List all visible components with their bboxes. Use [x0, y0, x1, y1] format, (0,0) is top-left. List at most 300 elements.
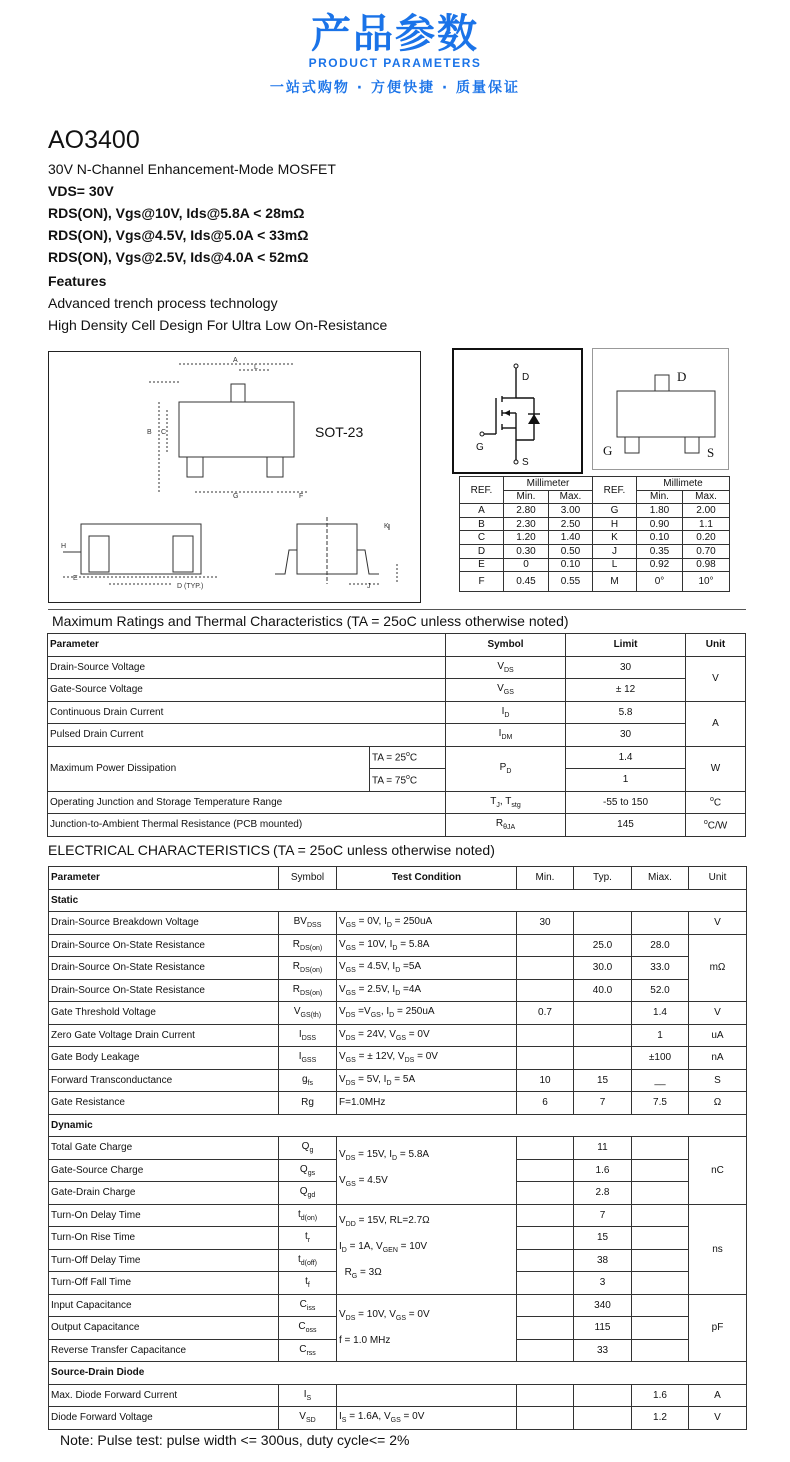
- table-cell: Static: [49, 889, 747, 912]
- cell-text: DS(on): [300, 989, 323, 997]
- dim-unit-header-2: Millimete: [637, 477, 730, 491]
- table-cell: [279, 1069, 337, 1092]
- cell-text: = 0V: [414, 1051, 438, 1063]
- table-row: [49, 957, 747, 980]
- table-cell: [574, 1024, 632, 1047]
- table-cell: 2.8: [574, 1182, 632, 1205]
- table-cell: [517, 1137, 574, 1160]
- section-row: [49, 1362, 747, 1385]
- cell-text: = 3Ω: [357, 1267, 382, 1278]
- section-row: [49, 1114, 747, 1137]
- cell-text: fs: [307, 1079, 313, 1087]
- cell-text: D: [386, 922, 392, 930]
- cell-text: GS: [345, 922, 356, 930]
- cell-text: = 5.8A: [397, 938, 430, 950]
- cell-text: = 10V: [397, 1241, 428, 1252]
- table-cell: [517, 1227, 574, 1250]
- cell-text: o: [709, 796, 714, 804]
- table-cell: [446, 814, 566, 837]
- table-cell: [337, 1137, 517, 1205]
- cell-text: = 15V, RL=2.7Ω: [355, 1215, 430, 1226]
- cell-text: GS: [345, 944, 356, 952]
- cell-text: V: [339, 983, 346, 995]
- table-cell: 1.4: [632, 1002, 689, 1025]
- table-row: [49, 1002, 747, 1025]
- cell-text: V: [339, 1149, 346, 1161]
- cell-text: rss: [306, 1349, 316, 1357]
- table-cell: [446, 679, 566, 702]
- slogan: 一站式购物 · 方便快捷 · 质量保证: [269, 80, 521, 96]
- table-cell: Turn-Off Fall Time: [49, 1272, 279, 1295]
- pin-g-label: G: [476, 442, 484, 453]
- table-cell: [517, 979, 574, 1002]
- cell-text: TA = 75: [372, 774, 407, 786]
- table-cell: 0.92: [637, 558, 683, 572]
- table-cell: [574, 1407, 632, 1430]
- cell-text: GSS: [301, 1057, 317, 1065]
- table-cell: [446, 746, 566, 791]
- table-cell: [279, 1227, 337, 1250]
- table-cell: [574, 1002, 632, 1025]
- table-cell: [517, 1024, 574, 1047]
- table-cell: nC: [689, 1137, 747, 1205]
- table-cell: W: [686, 746, 746, 791]
- cell-text: R: [292, 938, 301, 950]
- table-cell: [279, 957, 337, 980]
- cell-text: GS: [345, 1057, 356, 1065]
- cell-text: V: [497, 683, 504, 695]
- table-cell: 0.90: [637, 517, 683, 531]
- table-row: [49, 1294, 747, 1317]
- cell-text: t: [304, 1231, 308, 1243]
- cell-text: = 5A: [391, 1073, 416, 1085]
- table-cell: [337, 1024, 517, 1047]
- table-cell: A: [689, 1384, 747, 1407]
- table-cell: 3.00: [549, 504, 593, 518]
- feature-2: High Density Cell Design For Ultra Low On-Resistance: [48, 317, 388, 333]
- table-cell: 2.80: [504, 504, 549, 518]
- table-cell: Min.: [517, 867, 574, 890]
- cell-text: DS: [345, 1079, 356, 1087]
- table-cell: [337, 957, 517, 980]
- rds-spec-3: RDS(ON), Vgs@2.5V, Ids@4.0A < 52mΩ: [48, 249, 309, 265]
- table-cell: 30: [517, 912, 574, 935]
- table-cell: [517, 1294, 574, 1317]
- table-cell: 1: [632, 1024, 689, 1047]
- dim-l-label: L: [254, 364, 258, 371]
- cell-text: R: [292, 983, 301, 995]
- cell-text: = 15V, I: [355, 1149, 393, 1161]
- table-cell: [574, 912, 632, 935]
- table-cell: [517, 1317, 574, 1340]
- cell-text: d(off): [300, 1259, 317, 1267]
- cell-text: stg: [511, 801, 521, 809]
- table-cell: [632, 1294, 689, 1317]
- table-cell: Turn-Off Delay Time: [49, 1249, 279, 1272]
- features-title: Features: [48, 273, 107, 289]
- dim-min-header-2: Min.: [637, 490, 683, 504]
- table-row: [48, 791, 746, 814]
- table-cell: [279, 1339, 337, 1362]
- table-cell: Reverse Transfer Capacitance: [49, 1339, 279, 1362]
- table-cell: 0.45: [504, 572, 549, 592]
- table-row: [49, 912, 747, 935]
- cell-text: =5A: [400, 961, 422, 973]
- table-row: [49, 1047, 747, 1070]
- divider: [48, 609, 746, 610]
- table-cell: H: [593, 517, 637, 531]
- table-cell: 0.35: [637, 544, 683, 558]
- table-cell: [517, 1272, 574, 1295]
- table-row: [460, 572, 730, 592]
- cell-text: P: [499, 762, 507, 773]
- cell-text: DM: [501, 734, 513, 742]
- cell-text: C: [299, 1343, 307, 1355]
- table-cell: 15: [574, 1227, 632, 1250]
- dim-unit-header-1: Millimeter: [504, 477, 593, 491]
- cell-text: D: [504, 711, 510, 719]
- cell-text: gd: [307, 1192, 316, 1200]
- table-cell: 40.0: [574, 979, 632, 1002]
- table-cell: S: [689, 1069, 747, 1092]
- table-cell: -55 to 150: [566, 791, 686, 814]
- cell-text: oss: [305, 1327, 317, 1335]
- table-cell: Gate-Source Charge: [49, 1159, 279, 1182]
- table-cell: A: [460, 504, 504, 518]
- cell-text: = 2.5V, I: [355, 983, 396, 995]
- table-cell: Turn-On Rise Time: [49, 1227, 279, 1250]
- table-row: [49, 1069, 747, 1092]
- table-cell: [279, 1182, 337, 1205]
- cell-text: = 250uA: [391, 916, 433, 928]
- cell-text: GS: [395, 1314, 407, 1322]
- cell-text: BV: [293, 916, 307, 928]
- table-cell: [632, 1249, 689, 1272]
- table-cell: 0.50: [549, 544, 593, 558]
- cell-text: GS: [345, 967, 356, 975]
- table-cell: 28.0: [632, 934, 689, 957]
- cell-text: GS: [503, 689, 514, 697]
- cell-text: D: [392, 1155, 398, 1163]
- table-cell: nA: [689, 1047, 747, 1070]
- table-cell: [279, 912, 337, 935]
- table-cell: [337, 1204, 517, 1294]
- dim-ref-header-2: REF.: [593, 477, 637, 504]
- table-cell: Zero Gate Voltage Drain Current: [49, 1024, 279, 1047]
- cell-text: DS: [503, 666, 514, 674]
- table-cell: [632, 1159, 689, 1182]
- cell-text: C: [299, 1298, 307, 1310]
- sot23-outline-icon: [49, 352, 420, 602]
- cell-text: o: [703, 818, 708, 826]
- table-cell: Junction-to-Ambient Thermal Resistance (PCB mounted): [48, 814, 446, 837]
- cell-text: = 10V, I: [355, 938, 393, 950]
- table-cell: 1.2: [632, 1407, 689, 1430]
- cell-text: DS: [345, 1314, 356, 1322]
- cell-text: V: [339, 1051, 346, 1063]
- table-row: [460, 544, 730, 558]
- cell-text: TA = 25: [372, 752, 407, 764]
- table-cell: [446, 724, 566, 747]
- cell-text: D: [395, 989, 401, 997]
- table-cell: Input Capacitance: [49, 1294, 279, 1317]
- dim-f-label: F: [299, 493, 304, 500]
- dim-min-header: Min.: [504, 490, 549, 504]
- table-cell: 2.00: [683, 504, 730, 518]
- max-ratings-title: Maximum Ratings and Thermal Characteristics (TA = 25oC unless otherwise noted): [52, 613, 569, 629]
- pinout-diagram: [592, 348, 729, 470]
- table-cell: [337, 1384, 517, 1407]
- table-cell: 0.70: [683, 544, 730, 558]
- table-cell: Turn-On Delay Time: [49, 1204, 279, 1227]
- table-cell: 1.20: [504, 531, 549, 545]
- n-channel-mosfet-icon: [454, 350, 581, 472]
- table-row: [48, 724, 746, 747]
- table-cell: 0.20: [683, 531, 730, 545]
- cell-text: DS(on): [300, 944, 323, 952]
- table-cell: Gate Body Leakage: [49, 1047, 279, 1070]
- package-name: SOT-23: [315, 424, 364, 440]
- table-cell: ns: [689, 1204, 747, 1294]
- cell-text: t: [298, 1253, 301, 1265]
- table-cell: Parameter: [48, 634, 446, 657]
- cell-text: DS: [345, 1155, 356, 1163]
- cell-text: Q: [301, 1141, 310, 1153]
- table-cell: [517, 1249, 574, 1272]
- table-cell: [279, 934, 337, 957]
- table-row: [49, 934, 747, 957]
- dimension-table: [459, 476, 730, 592]
- cell-text: I: [298, 1028, 302, 1040]
- table-cell: [446, 656, 566, 679]
- cell-text: t: [305, 1276, 308, 1288]
- table-cell: 6: [517, 1092, 574, 1115]
- table-cell: M: [593, 572, 637, 592]
- table-cell: [279, 1024, 337, 1047]
- table-cell: [279, 1047, 337, 1070]
- table-row: [49, 1137, 747, 1160]
- table-cell: Ω: [689, 1092, 747, 1115]
- table-cell: 3: [574, 1272, 632, 1295]
- table-cell: [574, 1047, 632, 1070]
- table-cell: uA: [689, 1024, 747, 1047]
- table-cell: __: [632, 1069, 689, 1092]
- table-cell: [337, 1002, 517, 1025]
- table-cell: 30.0: [574, 957, 632, 980]
- table-cell: 7: [574, 1092, 632, 1115]
- table-cell: 0.7: [517, 1002, 574, 1025]
- cell-text: =V: [355, 1006, 371, 1018]
- cell-text: = ± 12V, V: [355, 1051, 405, 1063]
- cell-text: = 10V, V: [355, 1308, 396, 1320]
- table-cell: 2.50: [549, 517, 593, 531]
- cell-text: V: [339, 1308, 346, 1320]
- cell-text: V: [339, 938, 346, 950]
- table-cell: 30: [566, 724, 686, 747]
- table-cell: Source-Drain Diode: [49, 1362, 747, 1385]
- table-row: [49, 1024, 747, 1047]
- table-cell: pF: [689, 1294, 747, 1362]
- table-cell: 10: [517, 1069, 574, 1092]
- table-cell: Gate Resistance: [49, 1092, 279, 1115]
- table-cell: [517, 1339, 574, 1362]
- feature-1: Advanced trench process technology: [48, 295, 278, 311]
- table-cell: ±100: [632, 1047, 689, 1070]
- table-cell: [632, 1272, 689, 1295]
- table-cell: 1.6: [632, 1384, 689, 1407]
- cell-text: V: [293, 1006, 301, 1018]
- table-cell: Continuous Drain Current: [48, 701, 446, 724]
- rds-spec-2: RDS(ON), Vgs@4.5V, Ids@5.0A < 33mΩ: [48, 227, 309, 243]
- cell-text: DD: [345, 1221, 356, 1228]
- table-cell: D: [460, 544, 504, 558]
- cell-text: o: [406, 751, 410, 759]
- cell-text: = 5V, I: [355, 1073, 387, 1085]
- max-ratings-table: [47, 633, 746, 837]
- cell-text: R: [495, 818, 504, 830]
- table-cell: Gate-Source Voltage: [48, 679, 446, 702]
- table-cell: 0: [504, 558, 549, 572]
- dim-b-label: B: [147, 429, 152, 436]
- table-cell: [517, 1384, 574, 1407]
- table-cell: [279, 979, 337, 1002]
- cell-text: =4A: [400, 983, 422, 995]
- pin-s-label: S: [522, 457, 529, 468]
- cell-text: V: [497, 660, 504, 672]
- table-cell: 145: [566, 814, 686, 837]
- table-cell: Typ.: [574, 867, 632, 890]
- table-cell: V: [689, 1407, 747, 1430]
- table-cell: Symbol: [279, 867, 337, 890]
- table-cell: [279, 1294, 337, 1317]
- cell-text: = 0V: [400, 1411, 425, 1423]
- cell-text: Q: [299, 1186, 308, 1198]
- table-cell: Output Capacitance: [49, 1317, 279, 1340]
- pulse-test-note: Note: Pulse test: pulse width <= 300us, duty cycle<= 2%: [60, 1432, 410, 1448]
- cell-text: DSS: [306, 922, 322, 930]
- table-cell: 33.0: [632, 957, 689, 980]
- cell-text: GS: [390, 1417, 401, 1425]
- table-cell: 115: [574, 1317, 632, 1340]
- table-cell: 1.80: [637, 504, 683, 518]
- table-cell: [632, 1339, 689, 1362]
- cell-text: = 0V: [406, 1308, 430, 1320]
- cell-text: T: [490, 795, 497, 807]
- cell-text: GS: [395, 1034, 407, 1042]
- cell-text: = 4.5V: [355, 1175, 388, 1187]
- table-row: [460, 558, 730, 572]
- table-row: [48, 814, 746, 837]
- cell-text: I: [298, 1051, 302, 1063]
- cell-text: GS: [345, 989, 356, 997]
- cell-text: = 1.6A, V: [346, 1411, 391, 1423]
- cell-text: R: [344, 1267, 352, 1278]
- table-cell: [279, 1204, 337, 1227]
- table-cell: 5.8: [566, 701, 686, 724]
- cell-text: V: [339, 916, 346, 928]
- table-cell: 11: [574, 1137, 632, 1160]
- cell-text: S: [306, 1394, 312, 1402]
- table-cell: 52.0: [632, 979, 689, 1002]
- table-cell: 0.30: [504, 544, 549, 558]
- rds-spec-1: RDS(ON), Vgs@10V, Ids@5.8A < 28mΩ: [48, 205, 305, 221]
- cell-text: C/W: [707, 819, 728, 831]
- table-cell: 340: [574, 1294, 632, 1317]
- table-cell: [279, 1272, 337, 1295]
- table-cell: [279, 1137, 337, 1160]
- table-cell: Test Condition: [337, 867, 517, 890]
- table-cell: [517, 957, 574, 980]
- table-cell: V: [686, 656, 746, 701]
- table-cell: [337, 979, 517, 1002]
- table-cell: Drain-Source Voltage: [48, 656, 446, 679]
- table-cell: [632, 1204, 689, 1227]
- cell-text: = 0V, I: [355, 916, 387, 928]
- table-cell: [337, 1069, 517, 1092]
- table-cell: [446, 791, 566, 814]
- table-cell: [370, 769, 446, 792]
- cell-text: R: [292, 961, 301, 973]
- table-row: [460, 517, 730, 531]
- table-cell: Unit: [689, 867, 747, 890]
- cell-text: GS(th): [300, 1012, 322, 1020]
- table-cell: 7.5: [632, 1092, 689, 1115]
- table-cell: V: [689, 912, 747, 935]
- table-cell: 33: [574, 1339, 632, 1362]
- cell-text: t: [297, 1208, 301, 1220]
- table-cell: Diode Forward Voltage: [49, 1407, 279, 1430]
- cell-text: = 4.5V, I: [355, 961, 396, 973]
- cell-text: V: [339, 1028, 346, 1040]
- cell-text: DS: [404, 1057, 415, 1065]
- cell-text: = 1A, V: [346, 1241, 383, 1252]
- cell-text: DS: [345, 1012, 356, 1020]
- table-cell: [632, 1182, 689, 1205]
- cell-text: θJA: [503, 824, 516, 832]
- cell-text: = 0V: [406, 1028, 430, 1040]
- table-cell: 0.10: [549, 558, 593, 572]
- pinout-g-label: G: [603, 443, 613, 458]
- cell-text: Q: [299, 1163, 308, 1175]
- dim-d-label: D (TYP.): [177, 583, 204, 590]
- table-cell: [337, 934, 517, 957]
- table-cell: [370, 746, 446, 769]
- cell-text: GEN: [382, 1247, 398, 1254]
- table-row: [49, 979, 747, 1002]
- cell-text: , T: [499, 795, 512, 807]
- table-cell: mΩ: [689, 934, 747, 1002]
- cell-text: (TA = 25oC unless otherwise noted): [272, 842, 495, 858]
- table-cell: Symbol: [446, 634, 566, 657]
- cell-text: V: [339, 961, 346, 973]
- table-cell: Drain-Source On-State Resistance: [49, 957, 279, 980]
- table-cell: 1.1: [683, 517, 730, 531]
- table-cell: 10°: [683, 572, 730, 592]
- table-cell: Total Gate Charge: [49, 1137, 279, 1160]
- cell-text: r: [307, 1237, 311, 1245]
- table-cell: Forward Transconductance: [49, 1069, 279, 1092]
- table-cell: Unit: [686, 634, 746, 657]
- table-cell: Dynamic: [49, 1114, 747, 1137]
- table-cell: [337, 1407, 517, 1430]
- dim-g-label: G: [233, 493, 239, 500]
- cell-text: DSS: [301, 1034, 317, 1042]
- table-cell: Gate-Drain Charge: [49, 1182, 279, 1205]
- table-header-row: [49, 867, 747, 890]
- table-cell: Gate Threshold Voltage: [49, 1002, 279, 1025]
- table-cell: [686, 814, 746, 837]
- table-cell: Drain-Source On-State Resistance: [49, 979, 279, 1002]
